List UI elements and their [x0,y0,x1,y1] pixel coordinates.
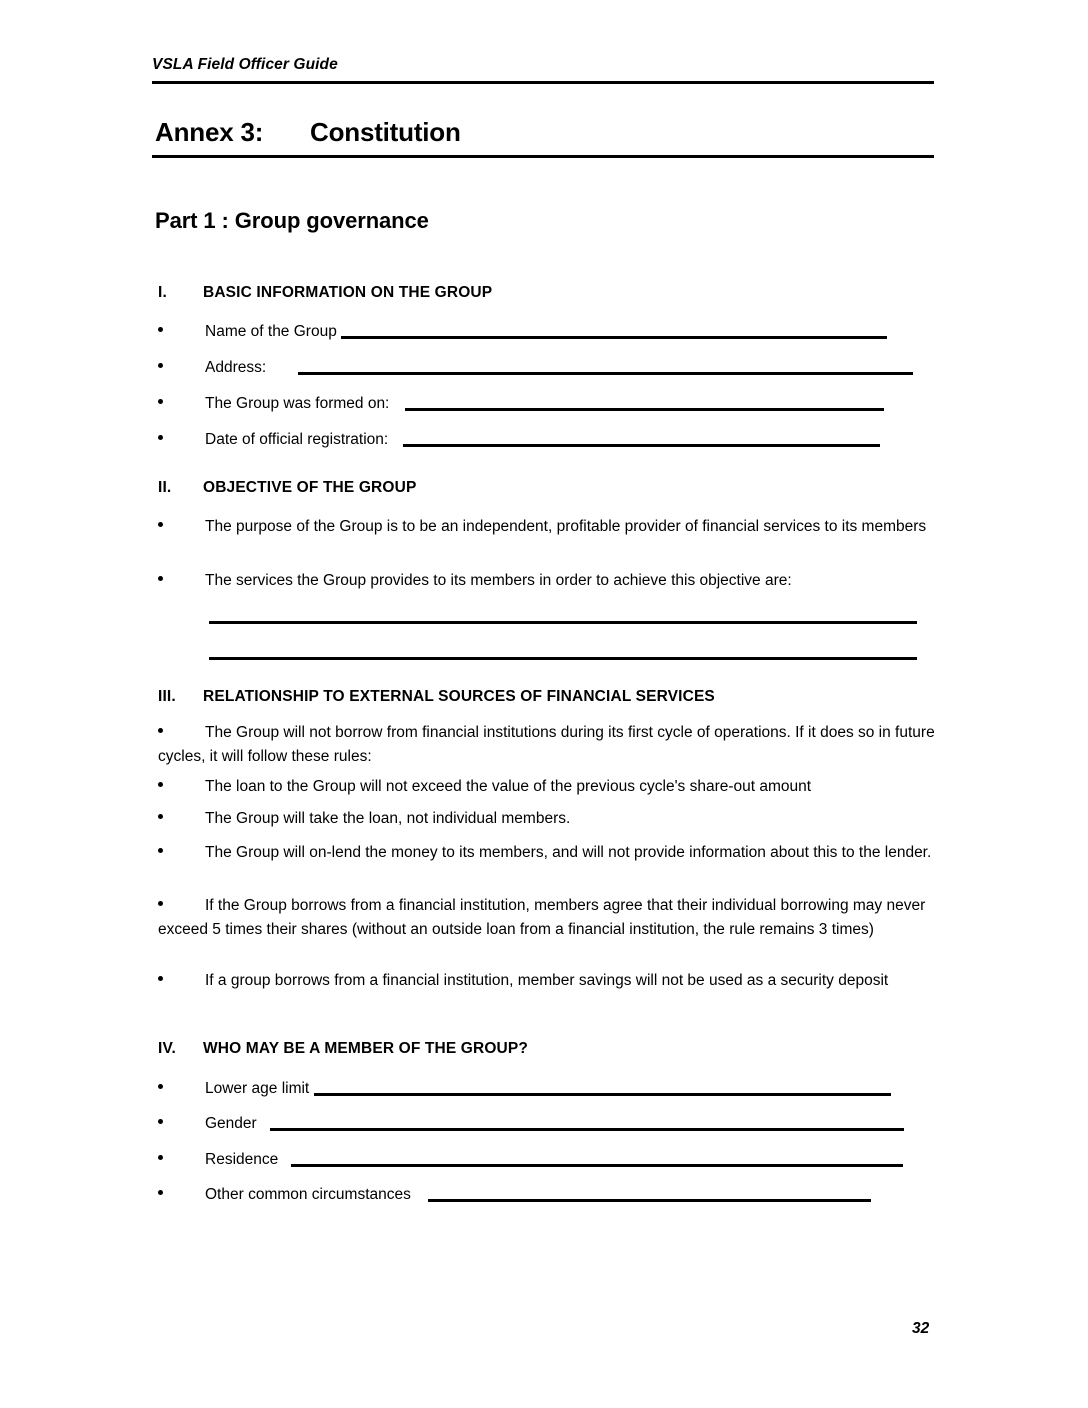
bullet-icon [158,814,163,819]
bullet-icon [158,728,163,733]
bullet-icon [158,399,163,404]
blank-answer-line-1[interactable] [209,621,917,624]
field-label: The Group was formed on: [205,395,390,412]
list-item-text: The Group will take the loan, not individual members. [205,810,571,827]
title-rule [152,155,934,158]
bullet-icon [158,1119,163,1124]
page-number: 32 [912,1320,930,1337]
field-label: Address: [205,359,267,376]
bullet-icon [158,1155,163,1160]
section-heading-iii [158,688,715,706]
section-heading-iv [158,1040,528,1058]
field-label: Residence [205,1151,279,1168]
list-item-text: The services the Group provides to its members in order to achieve this objective are: [205,572,792,589]
section-numeral-iii: III. [158,688,176,705]
list-item-text: The Group will not borrow from financial institutions during its first cycle of operations. If it does so in future cycles, it will follow these rules: [158,724,935,766]
field-label: Name of the Group [205,323,337,340]
list-item [158,356,934,380]
section-heading-ii [158,479,416,497]
list-item-text: The loan to the Group will not exceed the value of the previous cycle's share-out amount [205,778,812,795]
list-item [158,428,934,452]
title-annex-label: Annex 3: [155,117,264,147]
fill-in-line-gender[interactable] [270,1128,904,1131]
section-title-iii: RELATIONSHIP TO EXTERNAL SOURCES OF FINANCIAL SERVICES [203,688,715,705]
fill-in-line-formed-on[interactable] [405,408,884,411]
list-item [158,894,936,942]
list-item [158,392,934,416]
list-item-text: If a group borrows from a financial institution, member savings will not be used as a security deposit [205,972,889,989]
section-numeral-i: I. [158,284,167,301]
field-label: Date of official registration: [205,431,389,448]
list-item [158,320,934,344]
list-item [158,1148,934,1172]
title-annex-name: Constitution [310,117,461,147]
section-heading-i [158,284,492,302]
list-item [158,969,936,993]
bullet-icon [158,1084,163,1089]
fill-in-line-lower-age-limit[interactable] [314,1093,891,1096]
list-item [158,1183,934,1207]
bullet-icon [158,363,163,368]
section-numeral-ii: II. [158,479,172,496]
list-item [158,721,936,769]
list-item [158,569,934,593]
running-header [152,56,934,73]
section-title-i: BASIC INFORMATION ON THE GROUP [203,284,493,301]
fill-in-line-address[interactable] [298,372,913,375]
header-rule [152,81,934,84]
bullet-icon [158,1190,163,1195]
field-label: Other common circumstances [205,1186,411,1203]
bullet-icon [158,435,163,440]
list-item [158,841,936,865]
list-item-text: If the Group borrows from a financial institution, members agree that their individual borrowing may never exceed 5 times their shares (without an outside loan from a financial institution, the rule remains 3 times) [158,897,926,939]
section-title-iv: WHO MAY BE A MEMBER OF THE GROUP? [203,1040,529,1057]
field-label: Lower age limit [205,1080,310,1097]
list-item [158,1077,934,1101]
list-item [158,1112,934,1136]
list-item-text: The Group will on-lend the money to its members, and will not provide information about this to the lender. [205,844,932,861]
field-label: Gender [205,1115,257,1132]
part-heading: Part 1 : Group governance [155,208,429,233]
list-item [158,775,936,799]
section-title-ii: OBJECTIVE OF THE GROUP [203,479,417,496]
running-header-text: VSLA Field Officer Guide [152,56,338,73]
bullet-icon [158,976,163,981]
bullet-icon [158,522,163,527]
page-title [155,118,935,148]
bullet-icon [158,901,163,906]
fill-in-line-residence[interactable] [291,1164,903,1167]
fill-in-line-registration-date[interactable] [403,444,880,447]
list-item [158,807,936,831]
fill-in-line-name-of-group[interactable] [341,336,887,339]
fill-in-line-other-circumstances[interactable] [428,1199,871,1202]
bullet-icon [158,848,163,853]
bullet-icon [158,782,163,787]
section-numeral-iv: IV. [158,1040,176,1057]
bullet-icon [158,327,163,332]
list-item [158,515,934,539]
list-item-text: The purpose of the Group is to be an independent, profitable provider of financial services to its members [205,518,927,535]
blank-answer-line-2[interactable] [209,657,917,660]
bullet-icon [158,576,163,581]
